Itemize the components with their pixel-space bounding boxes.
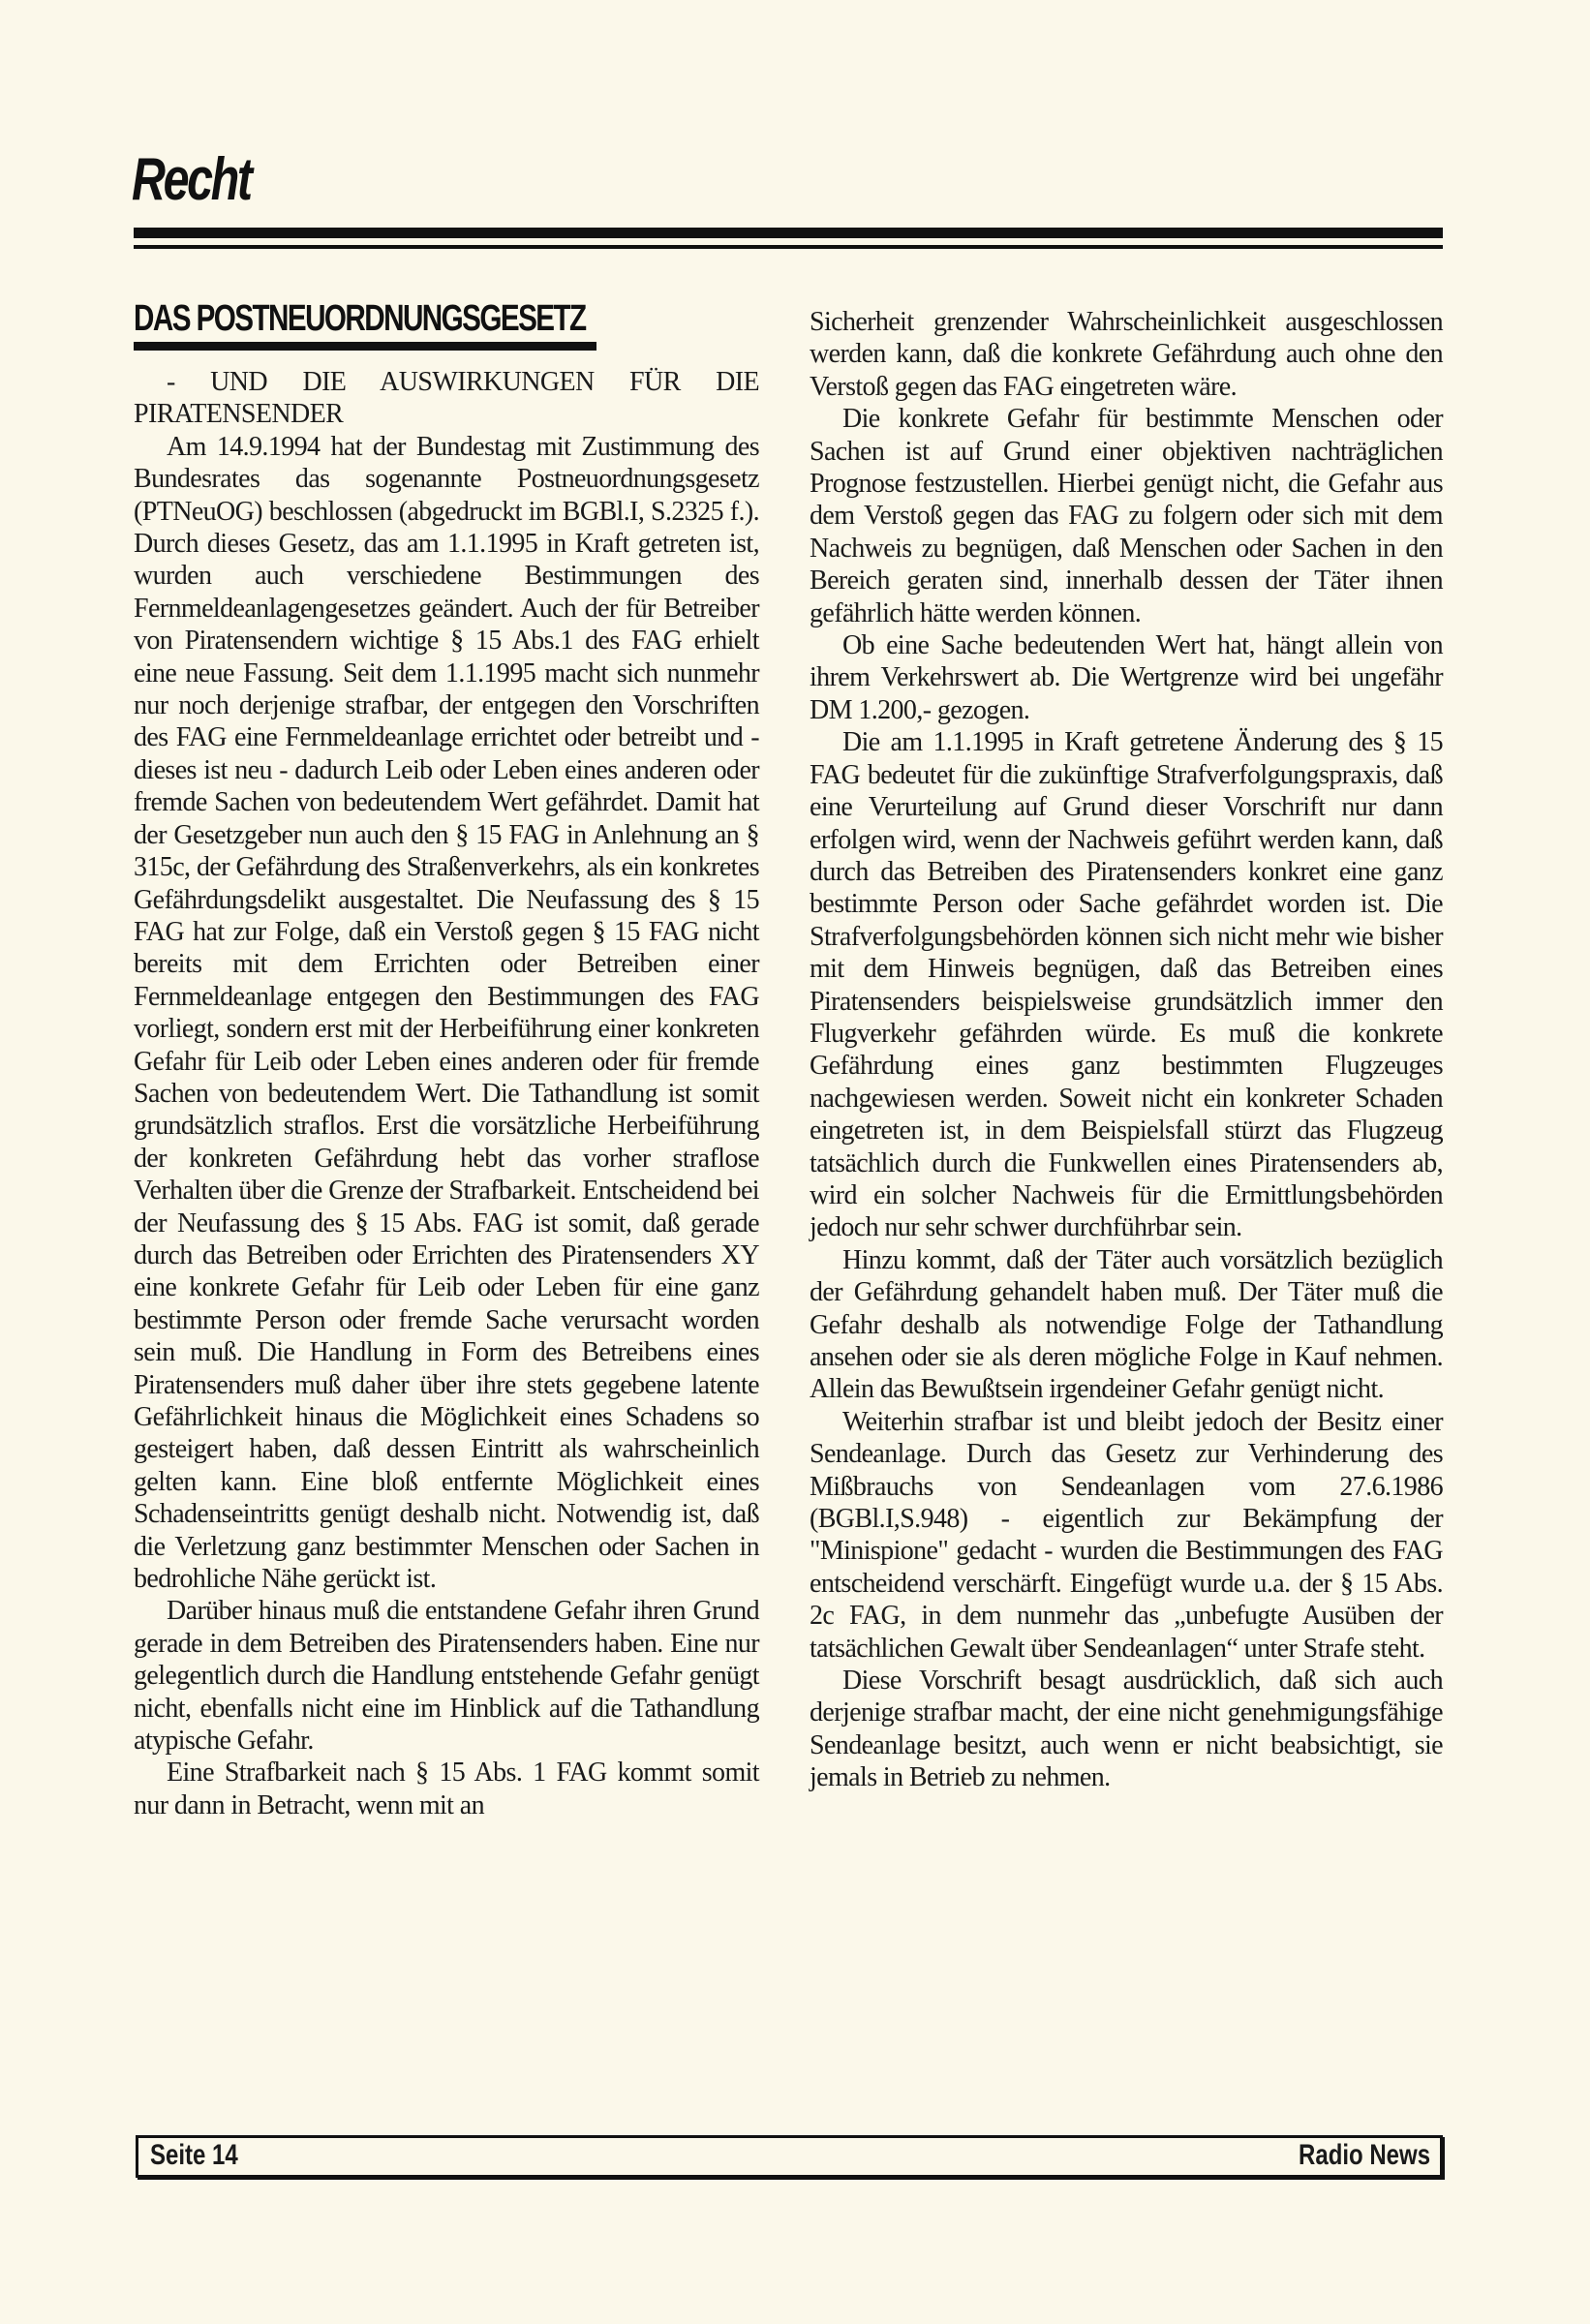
right-column xyxy=(810,306,1443,1794)
section-title: Recht xyxy=(132,146,251,213)
subtitle-paragraph: - UND DIE AUSWIRKUNGEN FÜR DIE PIRATENSENDER xyxy=(134,367,759,430)
headline-underline xyxy=(134,342,596,351)
body-paragraph: Am 14.9.1994 hat der Bundestag mit Zustimmung des Bundesrates das sogenannte Postneuordnungsgesetz (PTNeuOG) beschlossen (abgedruckt im BGBl.I, S.2325 f.). Durch dieses Gesetz, das am 1.1.1995 in Kraft getreten ist, wurden auch verschiedene Bestimmungen des Fernmeldeanlagengesetzes geändert. Auch der für Betreiber von Piratensendern wichtige § 15 Abs.1 des FAG erhielt eine neue Fassung. Seit dem 1.1.1995 macht sich nunmehr nur noch derjenige strafbar, der entgegen den Vorschriften des FAG eine Fernmeldeanlage errichtet oder betreibt und - dieses ist neu - dadurch Leib oder Leben eines anderen oder fremde Sachen von bedeutendem Wert gefährdet. Damit hat der Gesetzgeber nun auch den § 15 FAG in Anlehnung an § 315c, der Gefährdung des Straßenverkehrs, als ein konkretes Gefährdungsdelikt ausgestaltet. Die Neufassung des § 15 FAG hat zur Folge, daß ein Verstoß gegen § 15 FAG nicht bereits mit dem Errichten oder Betreiben einer Fernmeldeanlage entgegen den Bestimmungen des FAG vorliegt, sondern erst mit der Herbeiführung einer konkreten Gefahr für Leib oder Leben eines anderen oder für fremde Sachen von bedeutendem Wert. Die Tathandlung ist somit grundsätzlich straflos. Erst die vorsätzliche Herbeiführung der konkreten Gefährdung hebt das vorher straflose Verhalten über die Grenze der Strafbarkeit. Entscheidend bei der Neufassung des § 15 Abs. FAG ist somit, daß gerade durch das Betreiben oder Errichten des Piratensenders XY eine konkrete Gefahr für Leib oder Leben für eine ganz bestimmte Person oder fremde Sache verursacht worden sein muß. Die Handlung in Form des Betreibens eines Piratensenders muß daher über ihre stets gegebene latente Gefährlichkeit hinaus die Möglichkeit eines Schadens so gesteigert haben, daß dessen Eintritt als wahrscheinlich gelten kann. Eine bloß entfernte Möglichkeit eines Schadenseintritts genügt deshalb nicht. Notwendig ist, daß die Verletzung ganz bestimmter Menschen oder Sachen in bedrohliche Nähe gerückt ist. xyxy=(134,431,759,1595)
body-paragraph: Hinzu kommt, daß der Täter auch vorsätzlich bezüglich der Gefährdung gehandelt haben muß. Der Täter muß die Gefahr deshalb als notwendige Folge der Tathandlung ansehen oder sie als deren mögliche Folge in Kauf nehmen. Allein das Bewußtsein irgendeiner Gefahr genügt nicht. xyxy=(810,1244,1443,1405)
page-footer xyxy=(136,2135,1443,2178)
header-rule-thin xyxy=(134,245,1443,249)
body-paragraph: Weiterhin strafbar ist und bleibt jedoch der Besitz einer Sendeanlage. Durch das Gesetz zur Verhinderung des Mißbrauchs von Sendeanlagen vom 27.6.1986 (BGBl.I,S.948) - eigentlich zur Bekämpfung der "Minispione" gedacht - wurden die Bestimmungen des FAG entscheidend verschärft. Eingefügt wurde u.a. der § 15 Abs. 2c FAG, in dem nunmehr das „unbefugte Ausüben der tatsächlichen Gewalt über Sendeanlagen“ unter Strafe steht. xyxy=(810,1406,1443,1664)
magazine-name: Radio News xyxy=(1298,2139,1430,2171)
body-paragraph: Eine Strafbarkeit nach § 15 Abs. 1 FAG kommt somit nur dann in Betracht, wenn mit an xyxy=(134,1758,759,1820)
body-paragraph: Diese Vorschrift besagt ausdrücklich, daß sich auch derjenige strafbar macht, der eine nicht genehmigungsfähige Sendeanlage besitzt, auch wenn er nicht beabsichtigt, sie jemals in Betrieb zu nehmen. xyxy=(810,1666,1443,1793)
header-rule-thick xyxy=(134,228,1443,238)
body-paragraph: Darüber hinaus muß die entstandene Gefahr ihren Grund gerade in dem Betreiben des Piratensenders haben. Eine nur gelegentlich durch die Handlung entstehende Gefahr genügt nicht, ebenfalls nicht eine im Hinblick auf die Tathandlung atypische Gefahr. xyxy=(134,1596,759,1757)
body-paragraph: Ob eine Sache bedeutenden Wert hat, hängt allein von ihrem Verkehrswert ab. Die Wertgrenze wird bei ungefähr DM 1.200,- gezogen. xyxy=(810,630,1443,725)
body-paragraph: Sicherheit grenzender Wahrscheinlichkeit ausgeschlossen werden kann, daß die konkrete Gefährdung auch ohne den Verstoß gegen das FAG eingetreten wäre. xyxy=(810,307,1443,402)
body-paragraph: Die konkrete Gefahr für bestimmte Menschen oder Sachen ist auf Grund einer objektiven nachträglichen Prognose festzustellen. Hierbei genügt nicht, die Gefahr aus dem Verstoß gegen das FAG zu folgern oder sich mit dem Nachweis zu begnügen, daß Menschen oder Sachen in den Bereich geraten sind, innerhalb dessen der Täter ihnen gefährlich hätte werden können. xyxy=(810,404,1443,628)
body-paragraph: Die am 1.1.1995 in Kraft getretene Änderung des § 15 FAG bedeutet für die zukünftige Strafverfolgungspraxis, daß eine Verurteilung auf Grund dieser Vorschrift nur dann erfolgen wird, wenn der Nachweis geführt werden kann, daß durch das Betreiben des Piratensenders konkret eine ganz bestimmte Person oder Sache gefährdet worden ist. Die Strafverfolgungsbehörden können sich nicht mehr wie bisher mit dem Hinweis begnügen, daß das Betreiben eines Piratensenders beispielsweise grundsätzlich immer den Flugverkehr gefährden würde. Es muß die konkrete Gefährdung eines ganz bestimmten Flugzeuges nachgewiesen werden. Soweit nicht ein konkreter Schaden eingetreten ist, in dem Beispielsfall stürzt das Flugzeug tatsächlich durch die Funkwellen eines Piratensenders ab, wird ein solcher Nachweis für die Ermittlungsbehörden jedoch nur sehr schwer durchführbar sein. xyxy=(810,727,1443,1243)
left-column xyxy=(134,366,759,1821)
page-number: Seite 14 xyxy=(150,2139,238,2171)
article-headline: DAS POSTNEUORDNUNGSGESETZ xyxy=(134,298,586,339)
